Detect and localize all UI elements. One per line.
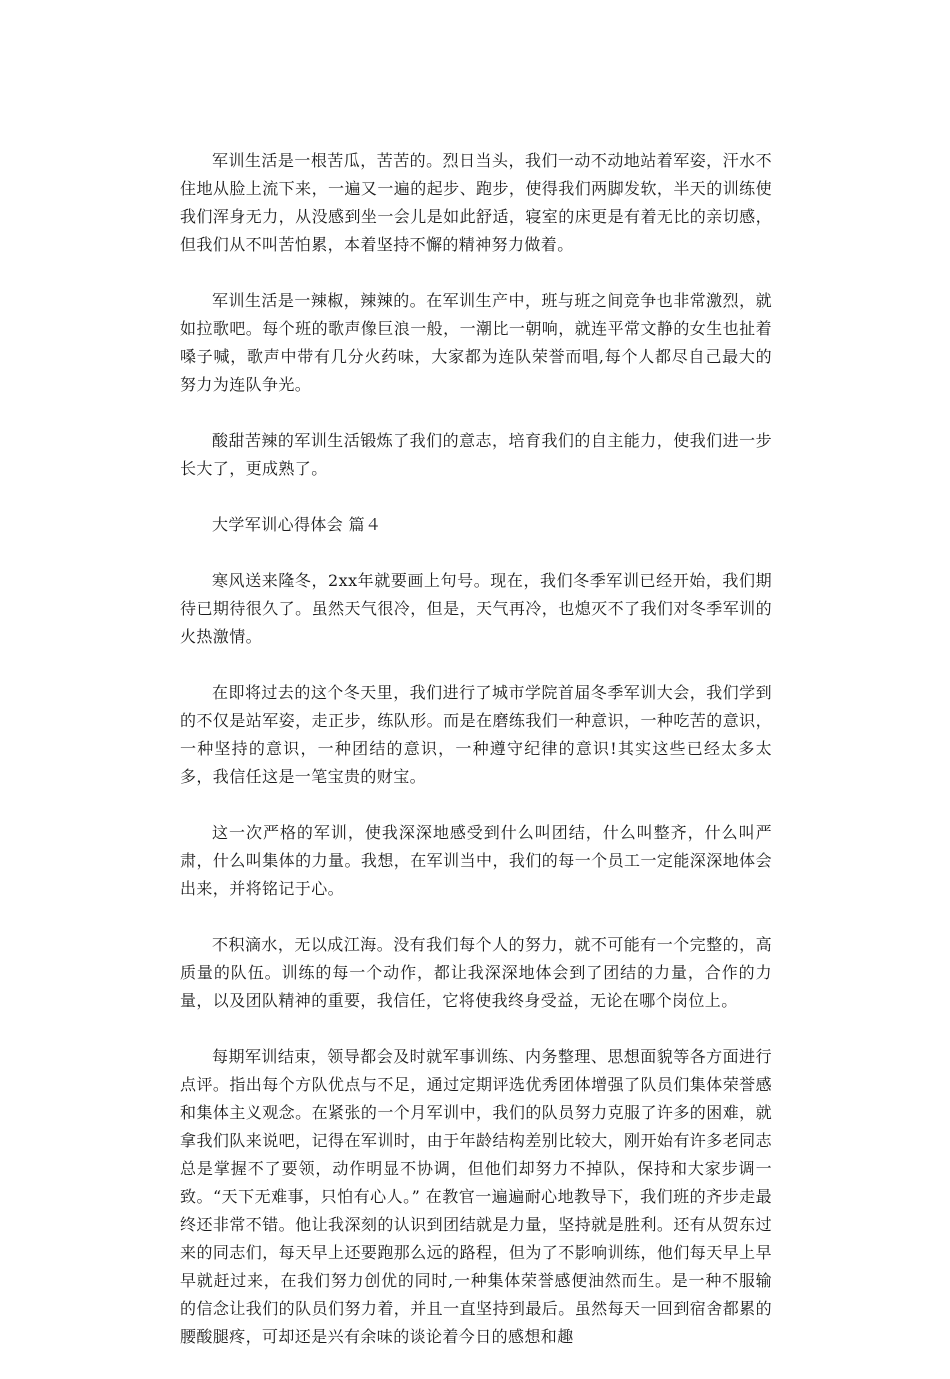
paragraph-winter-training: 在即将过去的这个冬天里，我们进行了城市学院首届冬季军训大会，我们学到的不仅是站军姿，走正步，练队形。而是在磨练我们一种意识，一种吃苦的意识，一种坚持的意识，一种团结的意识，一种遵守纪律的意识!其实这些已经太多太多，我信任这是一笔宝贵的财宝。 — [180, 683, 772, 786]
section-title: 大学军训心得体会 篇４ — [212, 515, 382, 534]
paragraph-team-spirit: 不积滴水，无以成江海。没有我们每个人的努力，就不可能有一个完整的，高质量的队伍。训练的每一个动作，都让我深深地体会到了团结的力量，合作的力量，以及团队精神的重要，我信任，它将使我终身受益，无论在哪个岗位上。 — [180, 935, 772, 1010]
paragraph-chili: 军训生活是一辣椒，辣辣的。在军训生产中，班与班之间竞争也非常激烈，就如拉歌吧。每个班的歌声像巨浪一般，一潮比一朝响，就连平常文静的女生也扯着嗓子喊，歌声中带有几分火药味，大家都为连队荣誉而唱,每个人都尽自己最大的努力为连队争光。 — [180, 291, 772, 394]
document-body — [180, 147, 772, 1379]
paragraph-unity: 这一次严格的军训，使我深深地感受到什么叫团结，什么叫整齐，什么叫严肃，什么叫集体的力量。我想，在军训当中，我们的每一个员工一定能深深地体会出来，并将铭记于心。 — [180, 823, 772, 898]
paragraph-review: 每期军训结束，领导都会及时就军事训练、内务整理、思想面貌等各方面进行点评。指出每个方队优点与不足，通过定期评选优秀团体增强了队员们集体荣誉感和集体主义观念。在紧张的一个月军训中，我们的队员努力克服了许多的困难，就拿我们队来说吧，记得在军训时，由于年龄结构差别比较大，刚开始有许多老同志总是掌握不了要领，动作明显不协调，但他们却努力不掉队，保持和大家步调一致。“天下无难事，只怕有心人。” 在教官一遍遍耐心地教导下，我们班的齐步走最终还非常不错。他让我深刻的认识到团结就是力量，坚持就是胜利。还有从贺东过来的同志们，每天早上还要跑那么远的路程，但为了不影响训练，他们每天早上早早就赶过来，在我们努力创优的同时,一种集体荣誉感便油然而生。是一种不服输的信念让我们的队员们努力着，并且一直坚持到最后。虽然每天一回到宿舍都累的腰酸腿疼，可却还是兴有余味的谈论着今日的感想和趣 — [180, 1047, 772, 1346]
paragraph-winter-intro: 寒风送来隆冬，2xx年就要画上句号。现在，我们冬季军训已经开始，我们期待已期待很久了。虽然天气很冷，但是，天气再冷，也熄灭不了我们对冬季军训的火热激情。 — [180, 571, 772, 646]
paragraph-summary: 酸甜苦辣的军训生活锻炼了我们的意志，培育我们的自主能力，使我们进一步长大了，更成熟了。 — [180, 431, 772, 478]
paragraph-bitter-melon: 军训生活是一根苦瓜，苦苦的。烈日当头，我们一动不动地站着军姿，汗水不住地从脸上流下来，一遍又一遍的起步、跑步，使得我们两脚发软，半天的训练使我们浑身无力，从没感到坐一会儿是如此舒适，寝室的床更是有着无比的亲切感，但我们从不叫苦怕累，本着坚持不懈的精神努力做着。 — [180, 151, 772, 254]
